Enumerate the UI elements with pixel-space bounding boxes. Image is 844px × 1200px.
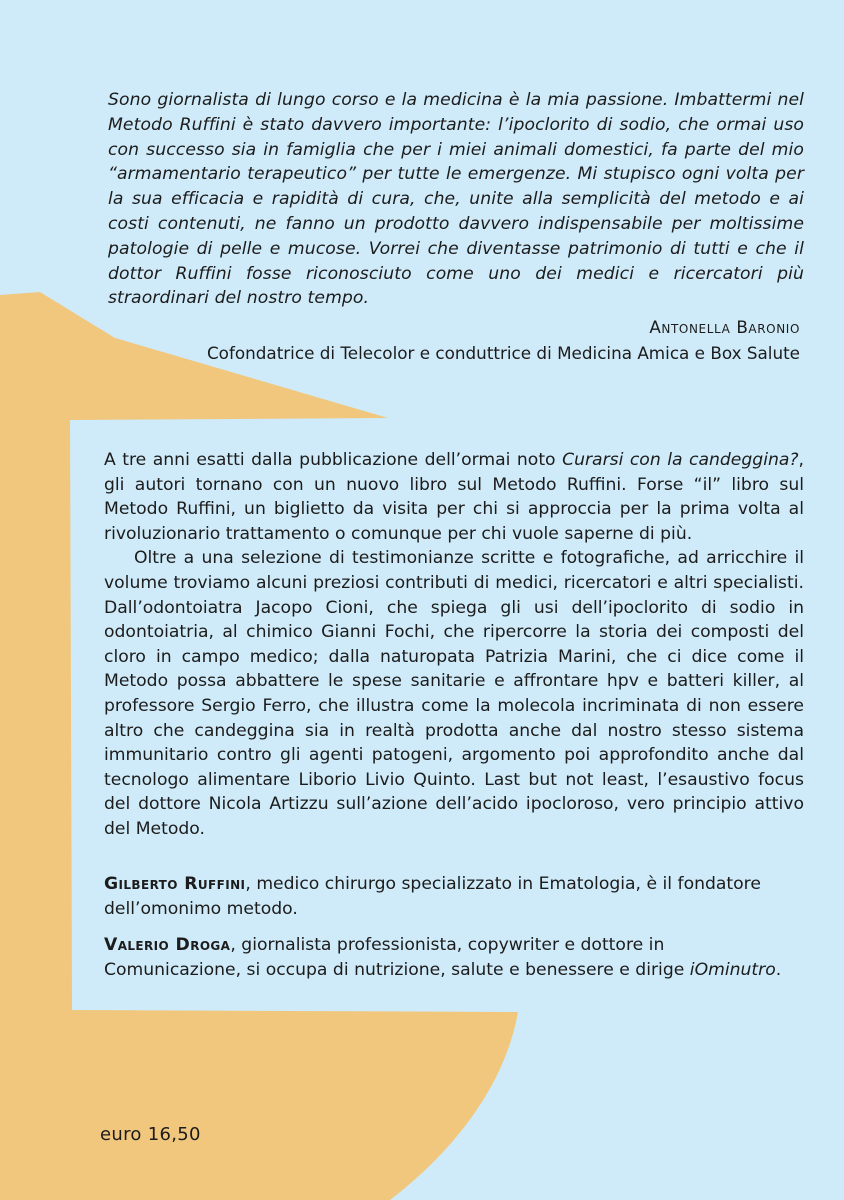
description-paragraph-2: Oltre a una selezione di testimonianze scritte e fotografiche, ad arricchire il volume troviamo alcuni preziosi contributi di medici, ricercatori e altri specialisti. Dall’odontoiatra Jacopo Cioni, che spiega gli usi dell’ipoclorito di sodio in odontoiatria, al chimico Gianni Fochi, che ripercorre la storia dei composti del cloro in campo medico; dalla naturopata Patrizia Marini, che ci dice come il Metodo possa abbattere le spese sanitarie e affrontare hpv e batteri killer, al professore Sergio Ferro, che illustra come la molecola incriminata di non essere altro che candeggina sia in realtà prodotta anche dal nostro stesso sistema immunitario contro gli agenti patogeni, argomento poi approfondito anche dal tecnologo alimentare Liborio Livio Quinto. Last but not least, l’esaustivo focus del dottore Nicola Artizzu sull’azione dell’acido ipocloroso, vero principio attivo del Metodo. <box>104 548 804 839</box>
testimonial-author: Antonella Baronio <box>649 317 800 337</box>
author-bio-ruffini <box>104 872 804 922</box>
author-name: Gilberto Ruffini <box>104 874 246 894</box>
publication-name: iOminutro <box>689 960 776 980</box>
author-bios <box>104 872 804 994</box>
description-paragraph-1 <box>104 448 804 546</box>
description-intro-continued: , gli autori tornano con un nuovo libro sul Metodo Ruffini. Forse “il” libro sul Metodo Ruffini, un biglietto da visita per chi si approccia per la prima volta al rivoluzionario trattamento o comunque per chi vuole saperne di più. <box>104 450 804 544</box>
author-bio-text: , giornalista professionista, copywriter e dottore in Comunicazione, si occupa di nutrizione, salute e benessere e dirige <box>104 935 690 980</box>
book-price: euro 16,50 <box>100 1124 201 1145</box>
author-bio-end: . <box>775 960 782 980</box>
testimonial-author-role: Cofondatrice di Telecolor e conduttrice di Medicina Amica e Box Salute <box>206 343 800 363</box>
testimonial-quote: Sono giornalista di lungo corso e la medicina è la mia passione. Imbattermi nel Metodo Ruffini è stato davvero importante: l’ipoclorito di sodio, che ormai uso con successo sia in famiglia che per i miei animali domestici, fa parte del mio “armamentario terapeutico” per tutte le emergenze. Mi stupisco ogni volta per la sua efficacia e rapidità di cura, che, unite alla semplicità del metodo e ai costi contenuti, ne fanno un prodotto davvero indispensabile per moltissime patologie di pelle e mucose. Vorrei che diventasse patrimonio di tutti e che il dottor Ruffini fosse riconosciuto come uno dei medici e ricercatori più straordinari del nostro tempo. <box>108 90 804 309</box>
author-name: Valerio Droga <box>104 935 231 955</box>
author-bio-droga <box>104 933 804 983</box>
author-bio-text: , medico chirurgo specializzato in Ematologia, è il fondatore dell’omonimo metodo. <box>104 874 761 919</box>
description-intro: A tre anni esatti dalla pubblicazione dell’ormai noto <box>104 450 563 470</box>
previous-book-title: Curarsi con la candeggina? <box>562 450 799 470</box>
testimonial-attribution <box>207 314 800 366</box>
book-description <box>104 448 804 842</box>
